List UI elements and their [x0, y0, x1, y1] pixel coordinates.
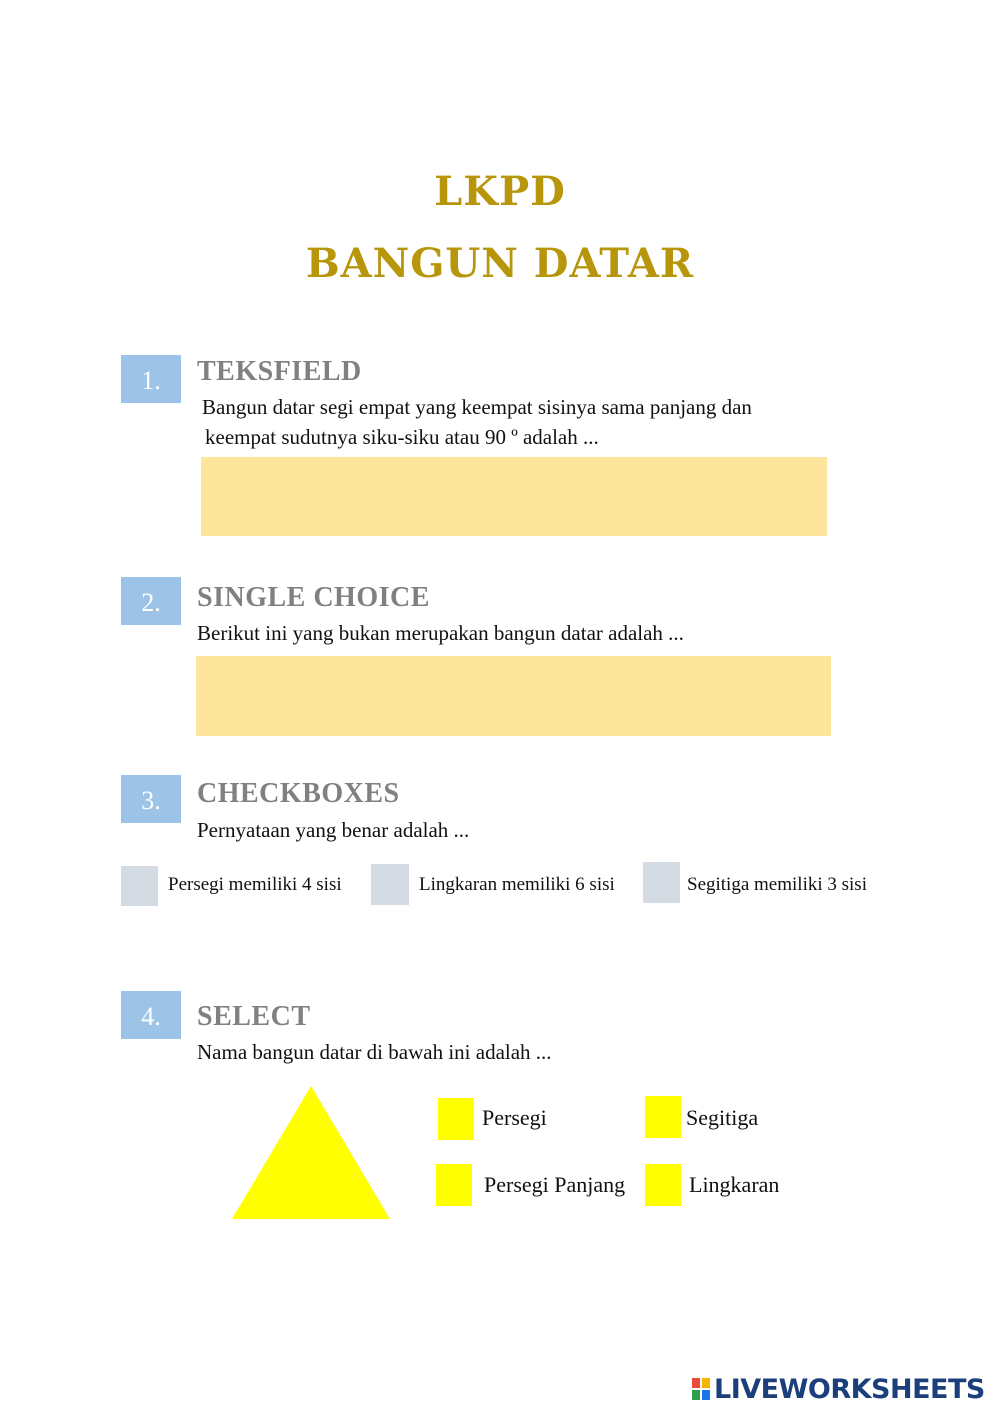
checkbox-label-3: Segitiga memiliki 3 sisi	[687, 874, 867, 895]
liveworksheets-logo-text: LIVEWORKSHEETS	[714, 1373, 985, 1405]
triangle-shape	[230, 1084, 392, 1222]
select-option-label-persegi: Persegi	[482, 1105, 547, 1130]
question-1-line-2: keempat sudutnya siku-siku atau 90 º adalah ...	[205, 425, 599, 449]
question-3: Pernyataan yang benar adalah ...	[197, 818, 470, 842]
checkbox-option-2[interactable]	[371, 864, 409, 905]
title-lkpd: LKPD	[434, 168, 566, 215]
select-option-box-persegi-panjang[interactable]	[436, 1164, 472, 1206]
liveworksheets-logo	[692, 1372, 985, 1406]
section-number-2: 2.	[121, 577, 181, 625]
select-option-box-segitiga[interactable]	[645, 1096, 681, 1138]
checkbox-option-3[interactable]	[643, 862, 680, 903]
select-option-label-lingkaran: Lingkaran	[689, 1172, 780, 1197]
section-title-single-choice: SINGLE CHOICE	[197, 582, 430, 613]
question-4: Nama bangun datar di bawah ini adalah ...	[197, 1040, 552, 1064]
select-option-label-segitiga: Segitiga	[686, 1105, 759, 1130]
question-2: Berikut ini yang bukan merupakan bangun datar adalah ...	[197, 621, 684, 645]
title-bangun-datar: BANGUN DATAR	[305, 240, 695, 287]
liveworksheets-logo-icon	[692, 1378, 710, 1400]
question-1-line-1: Bangun datar segi empat yang keempat sisinya sama panjang dan	[202, 395, 752, 419]
answer-text-field-1[interactable]	[201, 457, 827, 536]
section-title-teksfield: TEKSFIELD	[197, 356, 362, 387]
section-number-4: 4.	[121, 991, 181, 1039]
section-number-1: 1.	[121, 355, 181, 403]
section-title-select: SELECT	[197, 1001, 311, 1032]
section-title-checkboxes: CHECKBOXES	[197, 778, 400, 809]
section-number-3: 3.	[121, 775, 181, 823]
checkbox-option-1[interactable]	[121, 866, 158, 906]
checkbox-label-1: Persegi memiliki 4 sisi	[168, 874, 342, 895]
checkbox-label-2: Lingkaran memiliki 6 sisi	[419, 874, 615, 895]
select-option-box-persegi[interactable]	[438, 1098, 474, 1140]
answer-choice-field-2[interactable]	[196, 656, 831, 736]
select-option-label-persegi-panjang: Persegi Panjang	[484, 1172, 626, 1197]
select-option-box-lingkaran[interactable]	[645, 1164, 681, 1206]
